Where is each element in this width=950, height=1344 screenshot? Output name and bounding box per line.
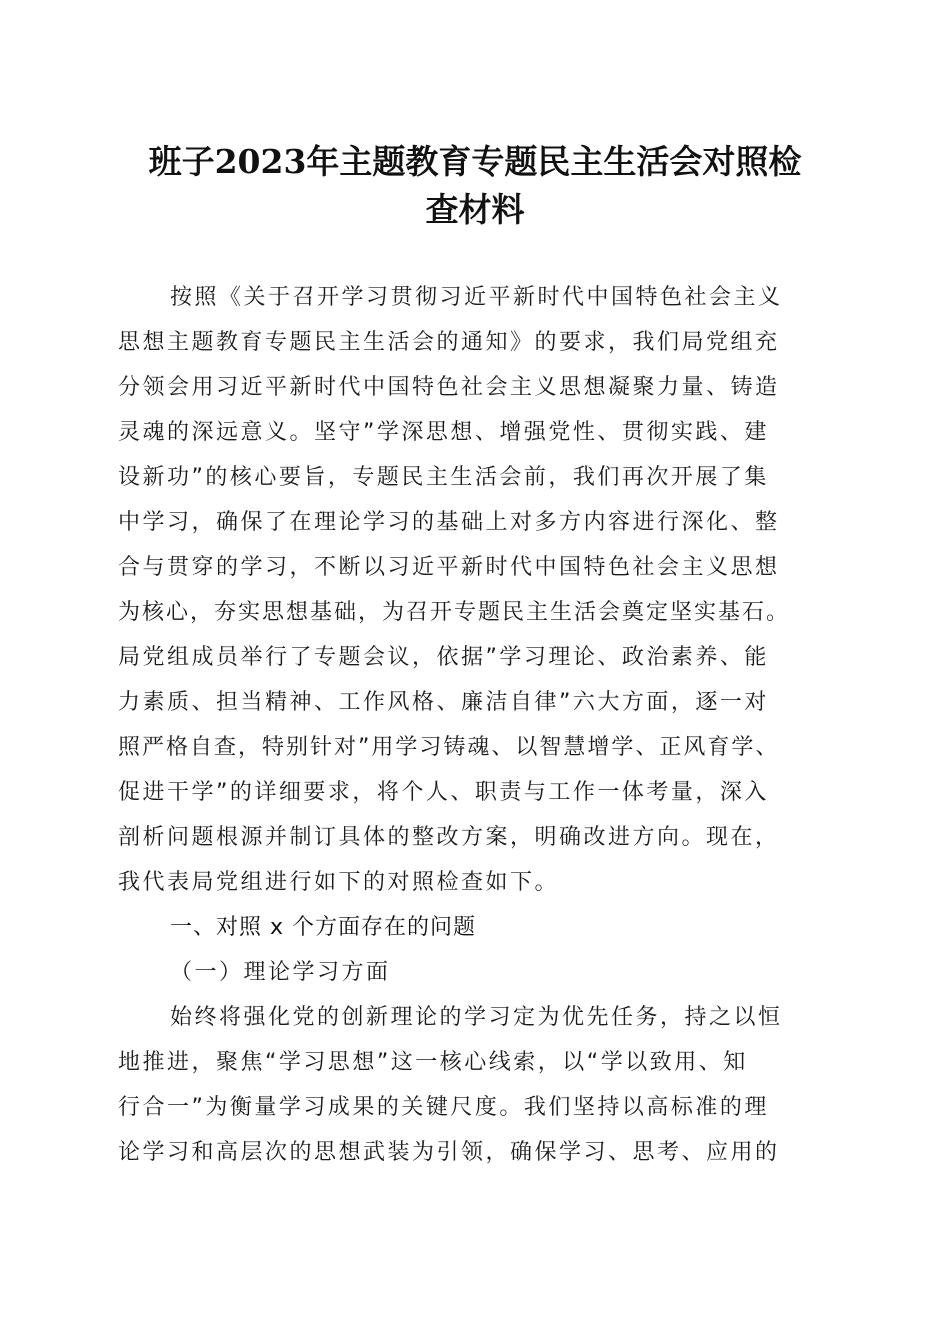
intro-paragraph-line: 促进干学”的详细要求，将个人、职责与工作一体考量，深入	[118, 780, 769, 805]
intro-paragraph-line: 分领会用习近平新时代中国特色社会主义思想凝聚力量、铸造	[118, 375, 780, 400]
document-body	[118, 275, 830, 1175]
document-title	[110, 138, 840, 234]
subsection-heading: （一）理论学习方面	[170, 960, 391, 985]
intro-paragraph-line: 设新功”的核心要旨，专题民主生活会前，我们再次开展了集	[118, 465, 769, 490]
intro-paragraph-line: 思想主题教育专题民主生活会的通知》的要求，我们局党组充	[118, 330, 780, 355]
intro-paragraph-line: 按照《关于召开学习贯彻习近平新时代中国特色社会主义	[170, 285, 783, 310]
intro-paragraph-line: 局党组成员举行了专题会议，依据”学习理论、政治素养、能	[118, 645, 769, 670]
intro-paragraph-line: 力素质、担当精神、工作风格、廉洁自律”六大方面，逐一对	[118, 690, 769, 715]
section-paragraph-line: 始终将强化党的创新理论的学习定为优先任务，持之以恒	[170, 1005, 783, 1030]
intro-paragraph-line: 照严格自查，特别针对”用学习铸魂、以智慧增学、正风育学、	[118, 735, 780, 760]
intro-paragraph-line: 剖析问题根源并制订具体的整改方案，明确改进方向。现在，	[118, 825, 780, 850]
title-line-2: 查材料	[425, 190, 525, 229]
intro-paragraph-line: 合与贯穿的学习，不断以习近平新时代中国特色社会主义思想	[118, 555, 780, 580]
intro-paragraph-line: 中学习，确保了在理论学习的基础上对多方内容进行深化、整	[118, 510, 780, 535]
intro-paragraph-line: 我代表局党组进行如下的对照检查如下。	[118, 870, 560, 895]
title-line-1: 班子2023年主题教育专题民主生活会对照检	[148, 142, 802, 181]
section-paragraph-line: 论学习和高层次的思想武装为引领，确保学习、思考、应用的	[118, 1140, 780, 1165]
section-paragraph-line: 行合一”为衡量学习成果的关键尺度。我们坚持以高标准的理	[118, 1095, 769, 1120]
intro-paragraph-line: 灵魂的深远意义。坚守”学深思想、增强党性、贯彻实践、建	[118, 420, 769, 445]
intro-paragraph-line: 为核心，夯实思想基础，为召开专题民主生活会奠定坚实基石。	[118, 600, 791, 625]
section-heading: 一、对照 x 个方面存在的问题	[170, 915, 477, 940]
section-paragraph-line: 地推进，聚焦“学习思想”这一核心线索，以“学以致用、知	[118, 1050, 748, 1075]
